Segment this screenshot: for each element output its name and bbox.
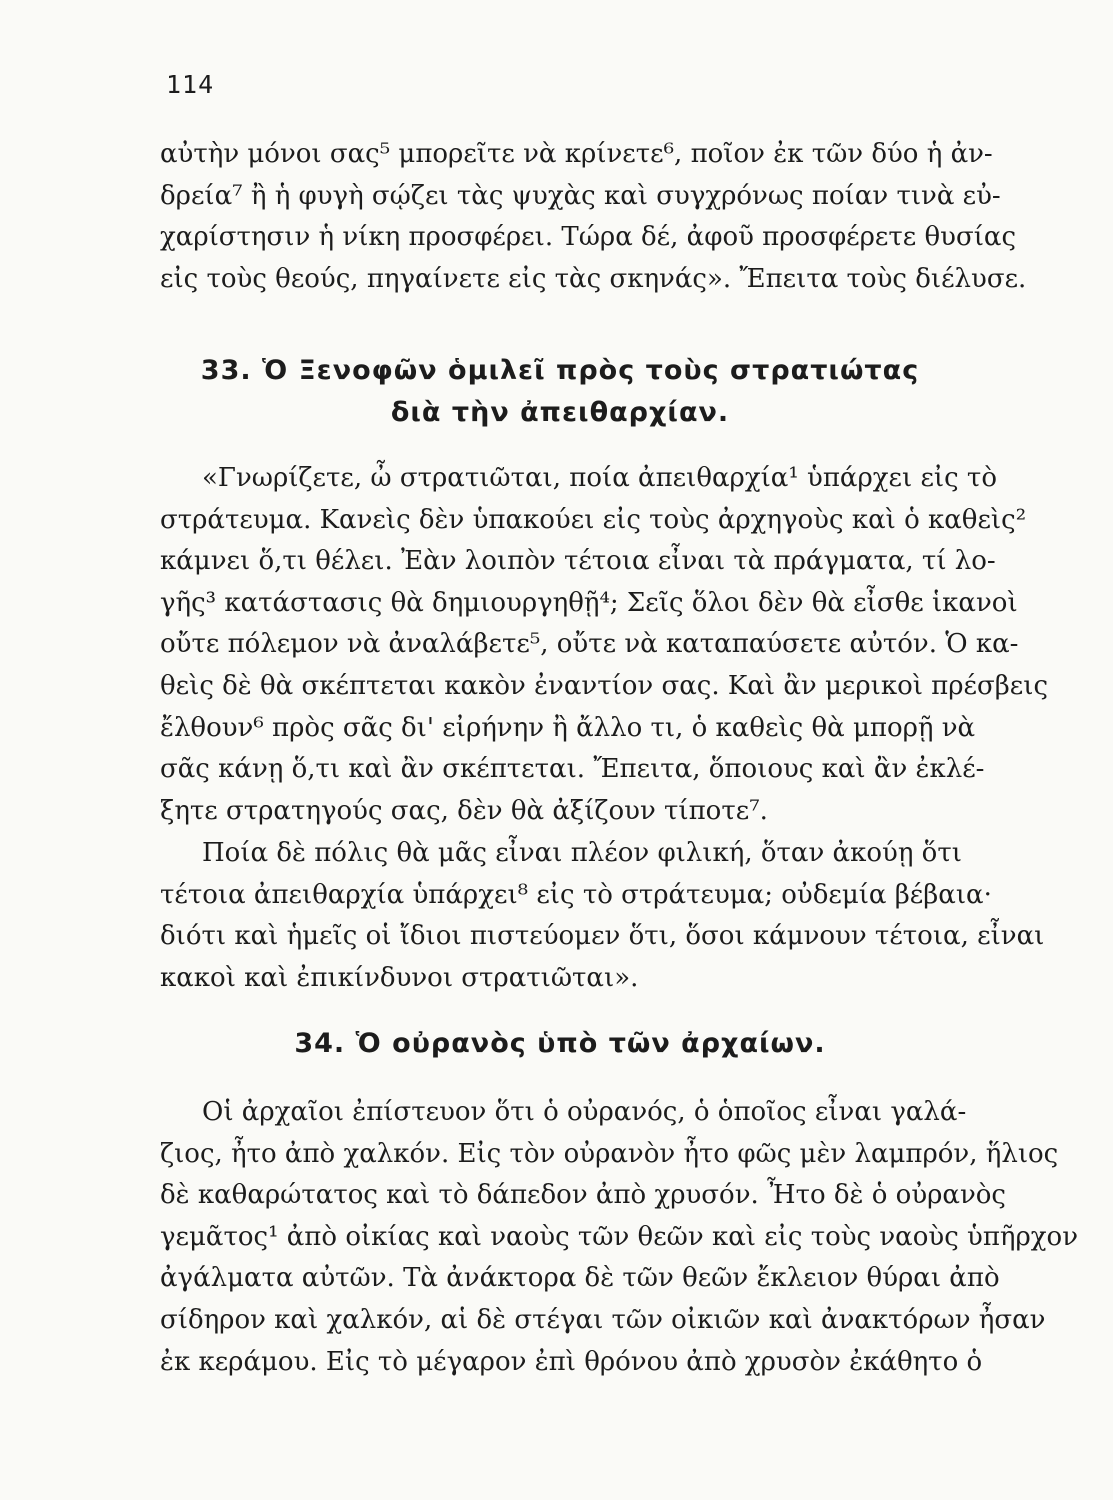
text-line: Ποία δὲ πόλις θὰ μᾶς εἶναι πλέον φιλική, ὅταν ἀκούῃ ὅτι bbox=[202, 838, 962, 868]
text-line: γεμᾶτος¹ ἀπὸ οἰκίας καὶ ναοὺς τῶν θεῶν καὶ εἰς τοὺς ναοὺς ὑπῆρχον bbox=[160, 1221, 1078, 1252]
text-line: κάμνει ὅ,τι θέλει. Ἐὰν λοιπὸν τέτοια εἶναι τὰ πράγματα, τί λο- bbox=[160, 546, 996, 577]
heading-line: 33. Ὁ Ξενοφῶν ὁμιλεῖ πρὸς τοὺς στρατιώτας bbox=[200, 355, 920, 386]
text-line: ξητε στρατηγούς σας, δὲν θὰ ἀξίζουν τίποτε⁷. bbox=[160, 795, 768, 826]
text-line: Οἱ ἀρχαῖοι ἐπίστευον ὅτι ὁ οὐρανός, ὁ ὁποῖος εἶναι γαλά- bbox=[202, 1097, 967, 1127]
text-line: αὐτὴν μόνοι σας⁵ μπορεῖτε νὰ κρίνετε⁶, ποῖον ἐκ τῶν δύο ἡ ἀν- bbox=[160, 139, 993, 169]
page-number: 114 bbox=[166, 70, 215, 99]
text-line: γῆς³ κατάστασις θὰ δημιουργηθῇ⁴; Σεῖς ὅλοι δὲν θὰ εἶσθε ἱκανοὶ bbox=[160, 587, 1018, 618]
text-line: ζιος, ἦτο ἀπὸ χαλκόν. Εἰς τὸν οὐρανὸν ἦτο φῶς μὲν λαμπρόν, ἥλιος bbox=[160, 1138, 1059, 1169]
text-line: δὲ καθαρώτατος καὶ τὸ δάπεδον ἀπὸ χρυσόν. Ἦτο δὲ ὁ οὐρανὸς bbox=[160, 1180, 1006, 1211]
text-line: ἀγάλματα αὐτῶν. Τὰ ἀνάκτορα δὲ τῶν θεῶν ἔκλειον θύραι ἀπὸ bbox=[160, 1263, 1000, 1294]
text-line: σᾶς κάνῃ ὅ,τι καὶ ἂν σκέπτεται. Ἔπειτα, ὅποιους καὶ ἂν ἐκλέ- bbox=[160, 754, 985, 785]
text-line: ἐκ κεράμου. Εἰς τὸ μέγαρον ἐπὶ θρόνου ἀπὸ χρυσὸν ἐκάθητο ὁ bbox=[160, 1346, 983, 1377]
heading-line: 34. Ὁ οὐρανὸς ὑπὸ τῶν ἀρχαίων. bbox=[294, 1028, 826, 1059]
text-line: στράτευμα. Κανεὶς δὲν ὑπακούει εἰς τοὺς ἀρχηγοὺς καὶ ὁ καθεὶς² bbox=[160, 504, 1027, 535]
paragraph-heaven bbox=[160, 1092, 1078, 1383]
text-line: διότι καὶ ἡμεῖς οἱ ἴδιοι πιστεύομεν ὅτι, ὅσοι κάμνουν τέτοια, εἶναι bbox=[160, 921, 1045, 952]
text-line: δρεία⁷ ἢ ἡ φυγὴ σῴζει τὰς ψυχὰς καὶ συγχρόνως ποίαν τινὰ εὐ- bbox=[160, 180, 1001, 211]
text-line: εἰς τοὺς θεούς, πηγαίνετε εἰς τὰς σκηνάς». Ἔπειτα τοὺς διέλυσε. bbox=[160, 263, 1027, 294]
text-line: κακοὶ καὶ ἐπικίνδυνοι στρατιῶται». bbox=[160, 962, 639, 993]
text-line: «Γνωρίζετε, ὦ στρατιῶται, ποία ἀπειθαρχία¹ ὑπάρχει εἰς τὸ bbox=[202, 463, 997, 493]
text-line: θεὶς δὲ θὰ σκέπτεται κακὸν ἐναντίον σας. Καὶ ἂν μερικοὶ πρέσβεις bbox=[160, 670, 1049, 701]
text-line: τέτοια ἀπειθαρχία ὑπάρχει⁸ εἰς τὸ στράτευμα; οὐδεμία βέβαια· bbox=[160, 879, 992, 910]
text-line: οὔτε πόλεμον νὰ ἀναλάβετε⁵, οὔτε νὰ καταπαύσετε αὐτόν. Ὁ κα- bbox=[160, 629, 1019, 660]
paragraph-city-question bbox=[160, 833, 1045, 999]
text-line: σίδηρον καὶ χαλκόν, αἱ δὲ στέγαι τῶν οἰκιῶν καὶ ἀνακτόρων ἦσαν bbox=[160, 1304, 1046, 1335]
text-line: ἔλθουν⁶ πρὸς σᾶς δι' εἰρήνην ἢ ἄλλο τι, ὁ καθεὶς θὰ μπορῇ νὰ bbox=[160, 712, 976, 743]
paragraph-xenophon-speech bbox=[160, 458, 1049, 832]
section-heading-33 bbox=[160, 350, 960, 434]
heading-line: διὰ τὴν ἀπειθαρχίαν. bbox=[390, 397, 730, 428]
text-line: χαρίστησιν ἡ νίκη προσφέρει. Τώρα δέ, ἀφοῦ προσφέρετε θυσίας bbox=[160, 222, 1017, 253]
paragraph-continued bbox=[160, 134, 1027, 300]
section-heading-34 bbox=[160, 1023, 960, 1065]
